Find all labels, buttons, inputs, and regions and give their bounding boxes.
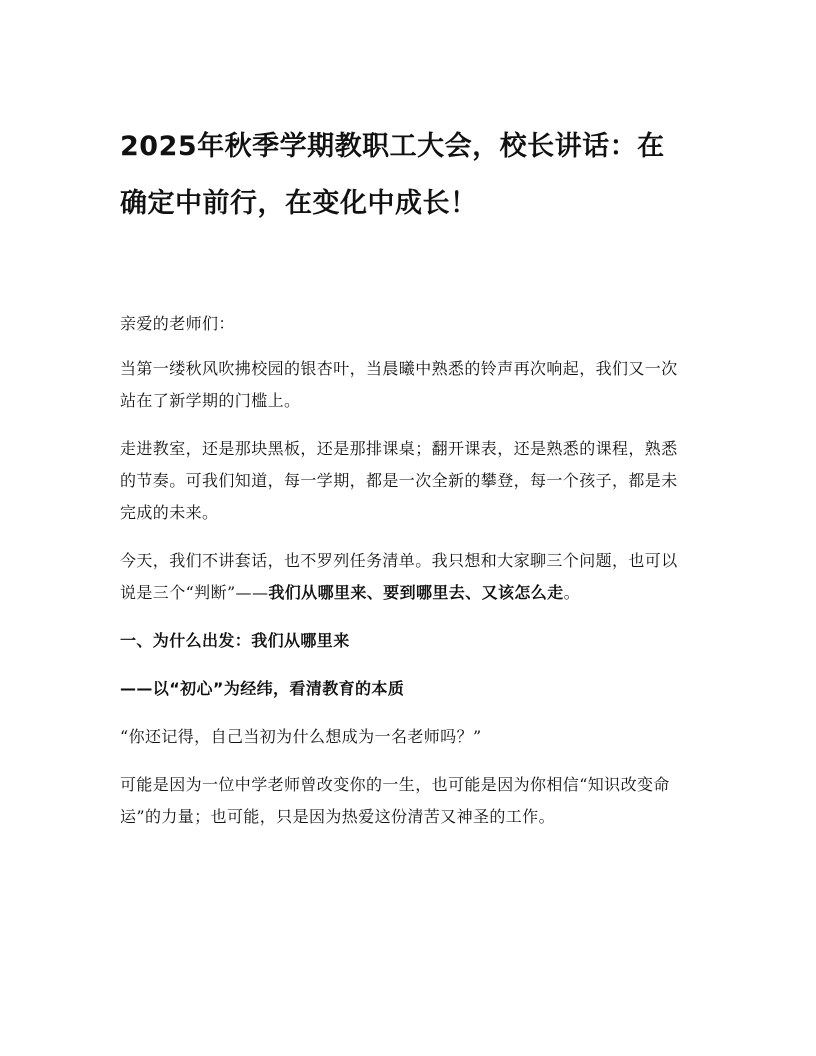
section-heading-1: 一、为什么出发：我们从哪里来	[120, 631, 350, 650]
document-body	[120, 308, 688, 833]
paragraph-3-lead: 今天，我们不讲套话，也不罗列任务清单。我只想和大家聊三个问题，也可以说是三个“判断”——	[120, 551, 678, 602]
paragraph-1: 当第一缕秋风吹拂校园的银杏叶，当晨曦中熟悉的铃声再次响起，我们又一次站在了新学期的门槛上。	[120, 359, 678, 410]
greeting-paragraph: 亲爱的老师们：	[120, 314, 235, 333]
section-subheading-1: ——以“初心”为经纬，看清教育的本质	[120, 679, 405, 698]
document-page	[120, 118, 688, 849]
document-title: 2025年秋季学期教职工大会，校长讲话：在确定中前行，在变化中成长！	[120, 131, 665, 219]
paragraph-2: 走进教室，还是那块黑板，还是那排课桌；翻开课表，还是熟悉的课程，熟悉的节奏。可我们知道，每一学期，都是一次全新的攀登，每一个孩子，都是未完成的未来。	[120, 439, 678, 522]
quote-paragraph: “你还记得，自己当初为什么想成为一名老师吗？”	[120, 727, 482, 746]
paragraph-3-emphasis: 我们从哪里来、要到哪里去、又该怎么走	[268, 583, 564, 602]
paragraph-3	[120, 545, 688, 609]
paragraph-4: 可能是因为一位中学老师曾改变你的一生，也可能是因为你相信“知识改变命运”的力量；也可能，只是因为热爱这份清苦又神圣的工作。	[120, 775, 670, 826]
paragraph-3-end: 。	[563, 583, 580, 602]
